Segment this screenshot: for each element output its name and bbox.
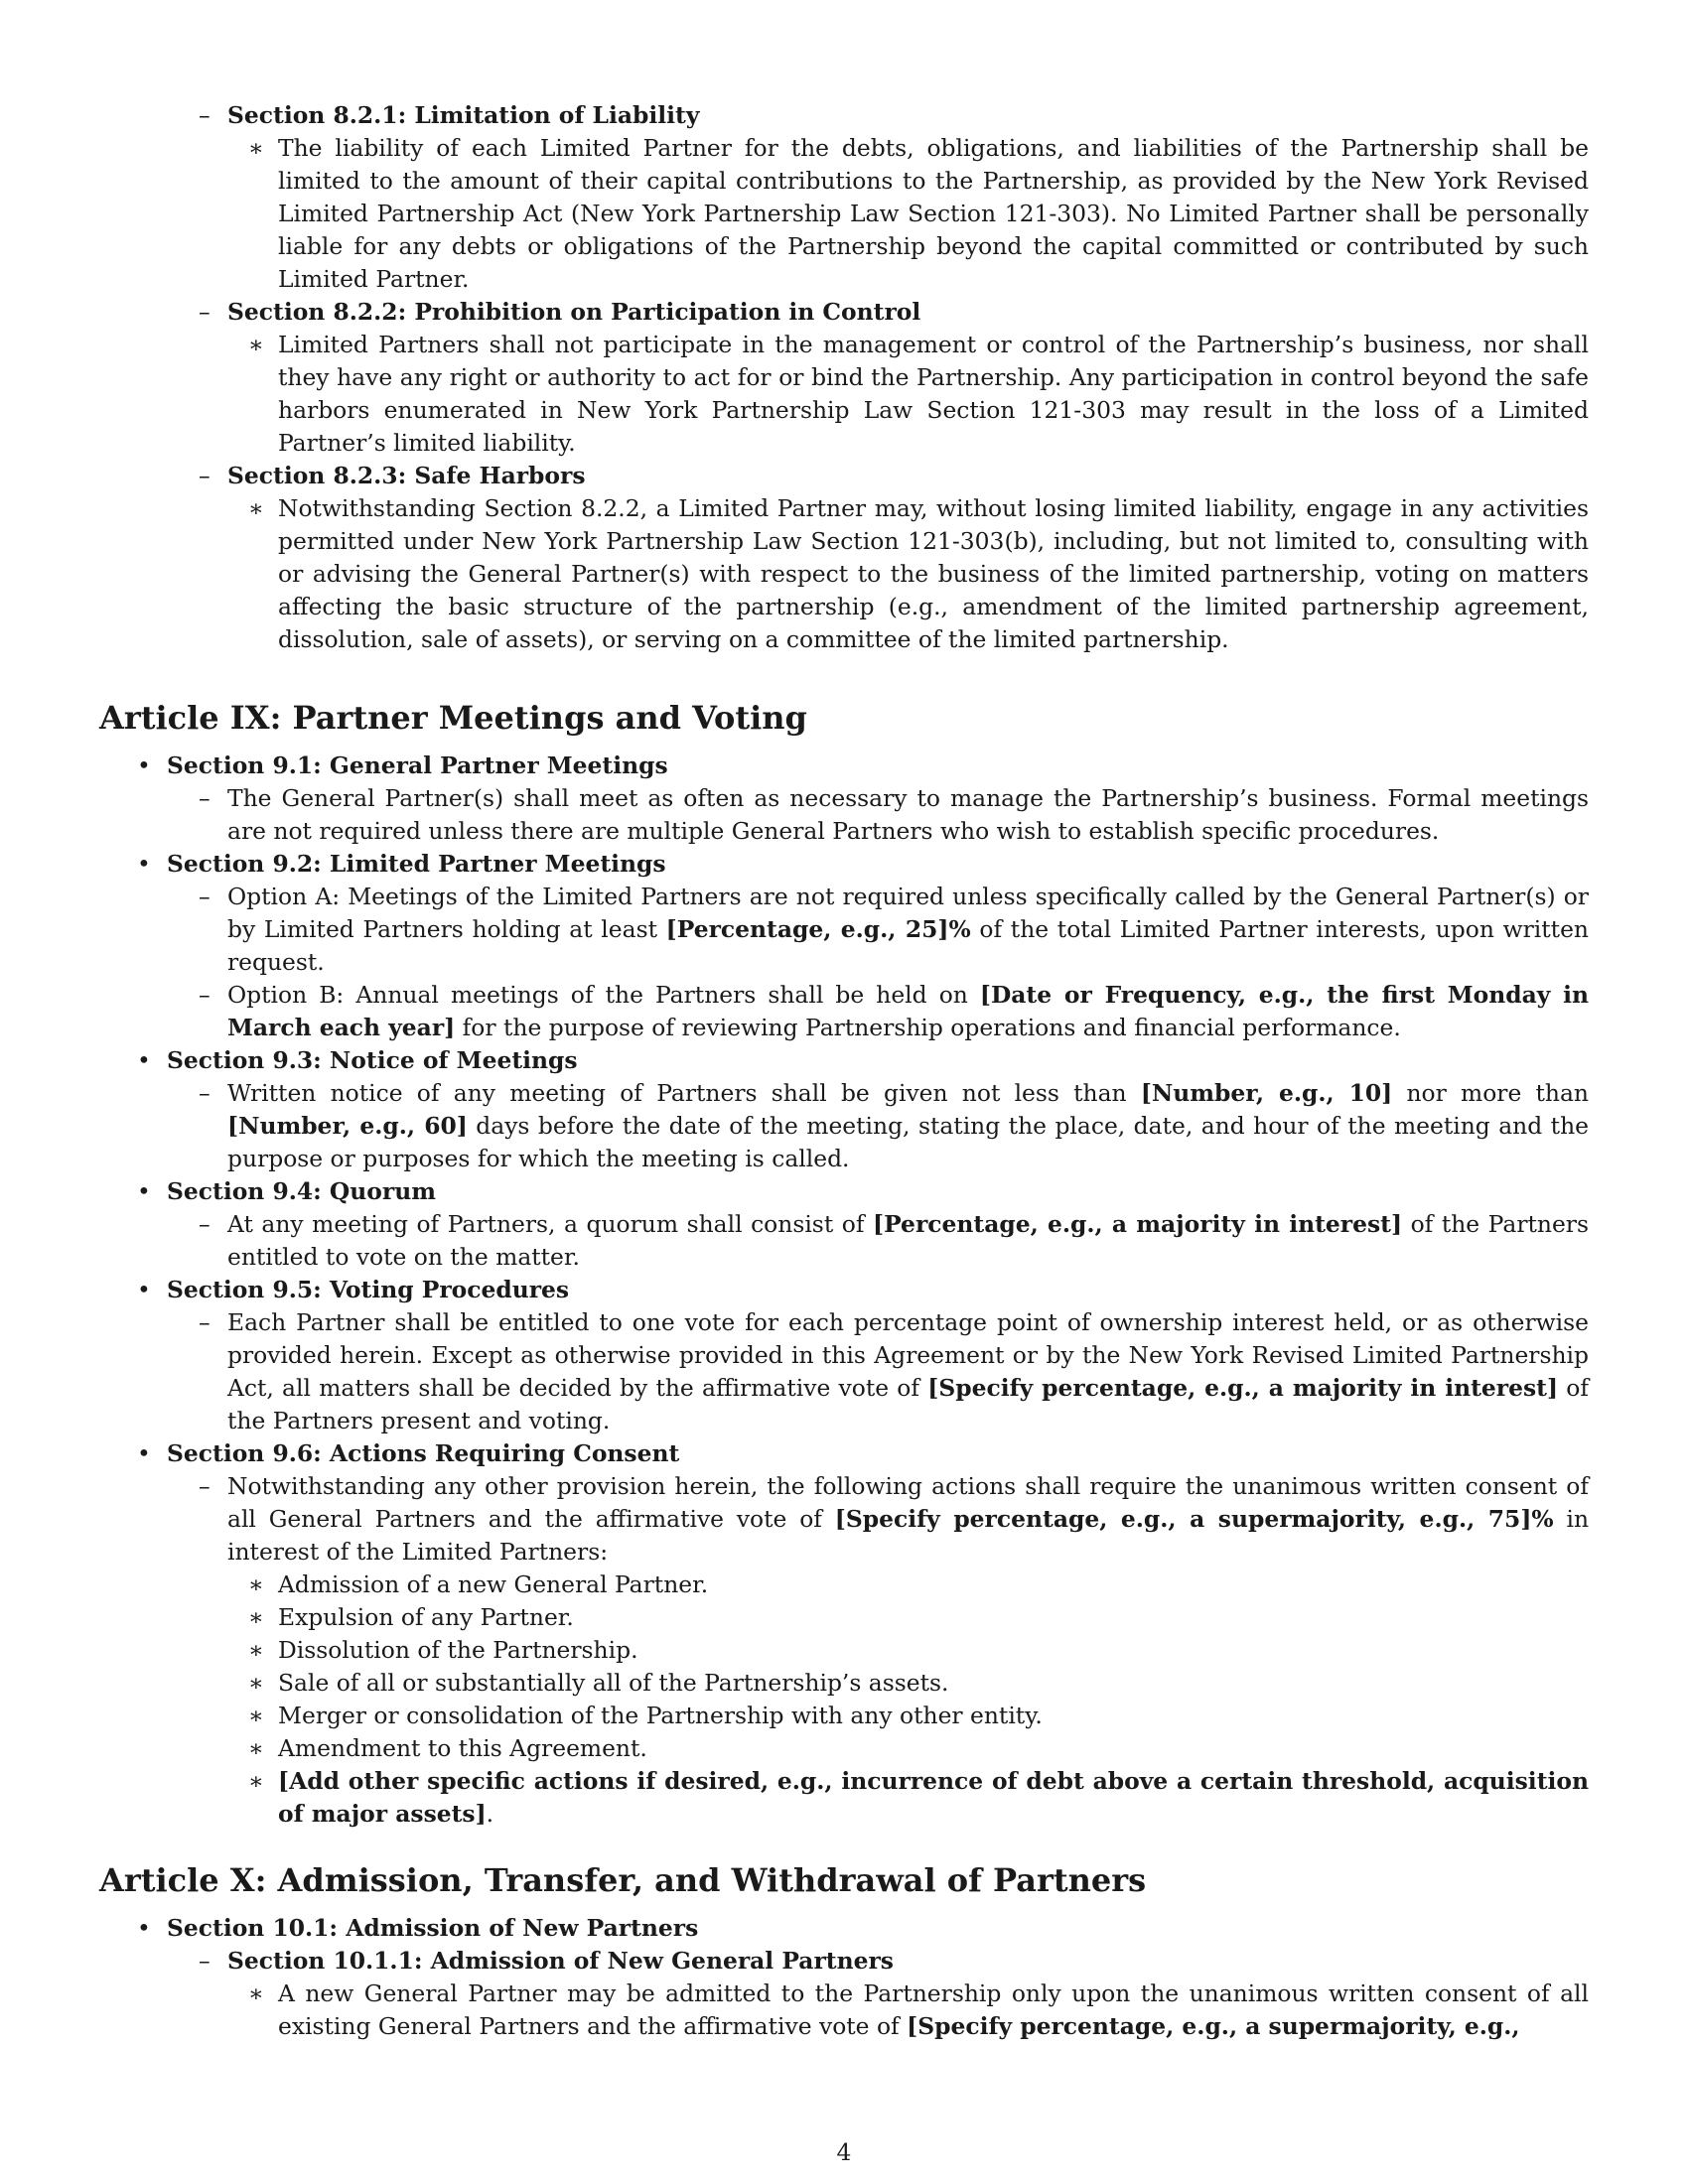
asterisk-bullet-icon: [248, 329, 264, 361]
bullet-icon: [137, 1912, 151, 1945]
section-heading-10-1-1: – Section 10.1.1: Admission of New General Partners: [99, 1945, 1589, 1978]
section-heading-9-6: • Section 9.6: Actions Requiring Consent: [99, 1437, 1589, 1470]
placeholder-text: [Number, e.g., 60]: [227, 1112, 468, 1140]
section-heading-9-3: • Section 9.3: Notice of Meetings: [99, 1044, 1589, 1077]
list-item: ∗ Expulsion of any Partner.: [99, 1601, 1589, 1634]
section-body-8-2-1: ∗ The liability of each Limited Partner for the debts, obligations, and liabilities of the Partnership shall be limited to the amount of their capital contributions to the Partnership, as provided by the New York Revised Limited Partnership Act (New York Partnership Law Section 121-303). No Limited Partner shall be personally liable for any debts or obligations of the Partnership beyond the capital committed or contributed by such Limited Partner.: [99, 132, 1589, 296]
placeholder-text: [Percentage, e.g., 25]%: [665, 915, 971, 943]
placeholder-text: [Add other specific actions if desired, e.g., incurrence of debt above a certain threshold, acquisition of major assets]: [278, 1767, 1589, 1828]
dash-bullet-icon: [199, 1945, 211, 1978]
dash-bullet-icon: [199, 881, 211, 913]
dash-bullet-icon: [199, 1208, 211, 1241]
asterisk-bullet-icon: [248, 1700, 264, 1732]
section-body-9-1: – The General Partner(s) shall meet as often as necessary to manage the Partnership’s business. Formal meetings are not required unless there are multiple General Partners who wish to establish specific procedures.: [99, 782, 1589, 848]
section-body-8-2-2: ∗ Limited Partners shall not participate in the management or control of the Partnership’s business, nor shall they have any right or authority to act for or bind the Partnership. Any participation in control beyond the safe harbors enumerated in New York Partnership Law Section 121-303 may result in the loss of a Limited Partner’s limited liability.: [99, 329, 1589, 460]
bullet-icon: [137, 848, 151, 881]
section-heading-9-5: • Section 9.5: Voting Procedures: [99, 1274, 1589, 1306]
list-item: ∗ Sale of all or substantially all of the Partnership’s assets.: [99, 1667, 1589, 1700]
section-body-9-6: – Notwithstanding any other provision herein, the following actions shall require the unanimous written consent of all General Partners and the affirmative vote of [Specify percentage, e.g., a supermajority, e.g., 75]% in interest of the Limited Partners:: [99, 1470, 1589, 1569]
list-item: ∗ Dissolution of the Partnership.: [99, 1634, 1589, 1667]
placeholder-text: [Number, e.g., 10]: [1140, 1079, 1393, 1107]
asterisk-bullet-icon: [248, 1634, 264, 1667]
asterisk-bullet-icon: [248, 1601, 264, 1634]
dash-bullet-icon: [199, 99, 211, 132]
dash-bullet-icon: [199, 296, 211, 329]
article-ix-title: Article IX: Partner Meetings and Voting: [99, 699, 807, 737]
bullet-icon: [137, 1437, 151, 1470]
article-x-title: Article X: Admission, Transfer, and Withdrawal of Partners: [99, 1861, 1147, 1899]
section-heading-8-2-3: – Section 8.2.3: Safe Harbors: [99, 460, 1589, 492]
list-item: ∗ [Add other specific actions if desired, e.g., incurrence of debt above a certain threshold, acquisition of major assets].: [99, 1765, 1589, 1831]
placeholder-text: [Specify percentage, e.g., a majority in interest]: [927, 1374, 1559, 1402]
list-item: ∗ Merger or consolidation of the Partnership with any other entity.: [99, 1700, 1589, 1732]
section-heading-9-2: • Section 9.2: Limited Partner Meetings: [99, 848, 1589, 881]
placeholder-text: [Specify percentage, e.g., a supermajority, e.g., 75]%: [834, 1505, 1554, 1533]
page-number: 4: [836, 2138, 852, 2166]
dash-bullet-icon: [199, 460, 211, 492]
section-option-b-9-2: – Option B: Annual meetings of the Partners shall be held on [Date or Frequency, e.g., the first Monday in March each year] for the purpose of reviewing Partnership operations and financial performance.: [99, 979, 1589, 1044]
section-heading-10-1: • Section 10.1: Admission of New Partners: [99, 1912, 1589, 1945]
dash-bullet-icon: [199, 1077, 211, 1110]
asterisk-bullet-icon: [248, 1569, 264, 1601]
section-heading-9-1: • Section 9.1: General Partner Meetings: [99, 750, 1589, 782]
bullet-icon: [137, 750, 151, 782]
page-content: [99, 99, 1589, 2043]
section-body-10-1-1: ∗ A new General Partner may be admitted to the Partnership only upon the unanimous written consent of all existing General Partners and the affirmative vote of [Specify percentage, e.g., a supermajority, e.g.,: [99, 1978, 1589, 2043]
bullet-icon: [137, 1044, 151, 1077]
asterisk-bullet-icon: [248, 1667, 264, 1700]
bullet-icon: [137, 1274, 151, 1306]
dash-bullet-icon: [199, 1470, 211, 1503]
placeholder-text: [Percentage, e.g., a majority in interest]: [873, 1210, 1403, 1238]
section-body-9-5: – Each Partner shall be entitled to one vote for each percentage point of ownership interest held, or as otherwise provided herein. Except as otherwise provided in this Agreement or by the New York Revised Limited Partnership Act, all matters shall be decided by the affirmative vote of [Specify percentage, e.g., a majority in interest] of the Partners present and voting.: [99, 1306, 1589, 1437]
list-item: ∗ Amendment to this Agreement.: [99, 1732, 1589, 1765]
section-body-9-3: – Written notice of any meeting of Partners shall be given not less than [Number, e.g., 10] nor more than [Number, e.g., 60] days before the date of the meeting, stating the place, date, and hour of the meeting and the purpose or purposes for which the meeting is called.: [99, 1077, 1589, 1175]
list-item: ∗ Admission of a new General Partner.: [99, 1569, 1589, 1601]
placeholder-text: [Specify percentage, e.g., a supermajority, e.g.,: [907, 2012, 1520, 2040]
dash-bullet-icon: [199, 782, 211, 815]
section-heading-8-2-1: – Section 8.2.1: Limitation of Liability: [99, 99, 1589, 132]
asterisk-bullet-icon: [248, 1978, 264, 2010]
bullet-icon: [137, 1175, 151, 1208]
asterisk-bullet-icon: [248, 492, 264, 525]
placeholder-text: [Date or Frequency, e.g., the first Monday in March each year]: [227, 981, 1589, 1041]
dash-bullet-icon: [199, 979, 211, 1012]
section-heading-8-2-2: – Section 8.2.2: Prohibition on Participation in Control: [99, 296, 1589, 329]
section-heading-9-4: • Section 9.4: Quorum: [99, 1175, 1589, 1208]
section-body-9-4: – At any meeting of Partners, a quorum shall consist of [Percentage, e.g., a majority in interest] of the Partners entitled to vote on the matter.: [99, 1208, 1589, 1274]
section-body-8-2-3: ∗ Notwithstanding Section 8.2.2, a Limited Partner may, without losing limited liability, engage in any activities permitted under New York Partnership Law Section 121-303(b), including, but not limited to, consulting with or advising the General Partner(s) with respect to the business of the limited partnership, voting on matters affecting the basic structure of the partnership (e.g., amendment of the limited partnership agreement, dissolution, sale of assets), or serving on a committee of the limited partnership.: [99, 492, 1589, 656]
asterisk-bullet-icon: [248, 1732, 264, 1765]
asterisk-bullet-icon: [248, 132, 264, 165]
asterisk-bullet-icon: [248, 1765, 264, 1798]
dash-bullet-icon: [199, 1306, 211, 1339]
section-option-a-9-2: – Option A: Meetings of the Limited Partners are not required unless specifically called by the General Partner(s) or by Limited Partners holding at least [Percentage, e.g., 25]% of the total Limited Partner interests, upon written request.: [99, 881, 1589, 979]
